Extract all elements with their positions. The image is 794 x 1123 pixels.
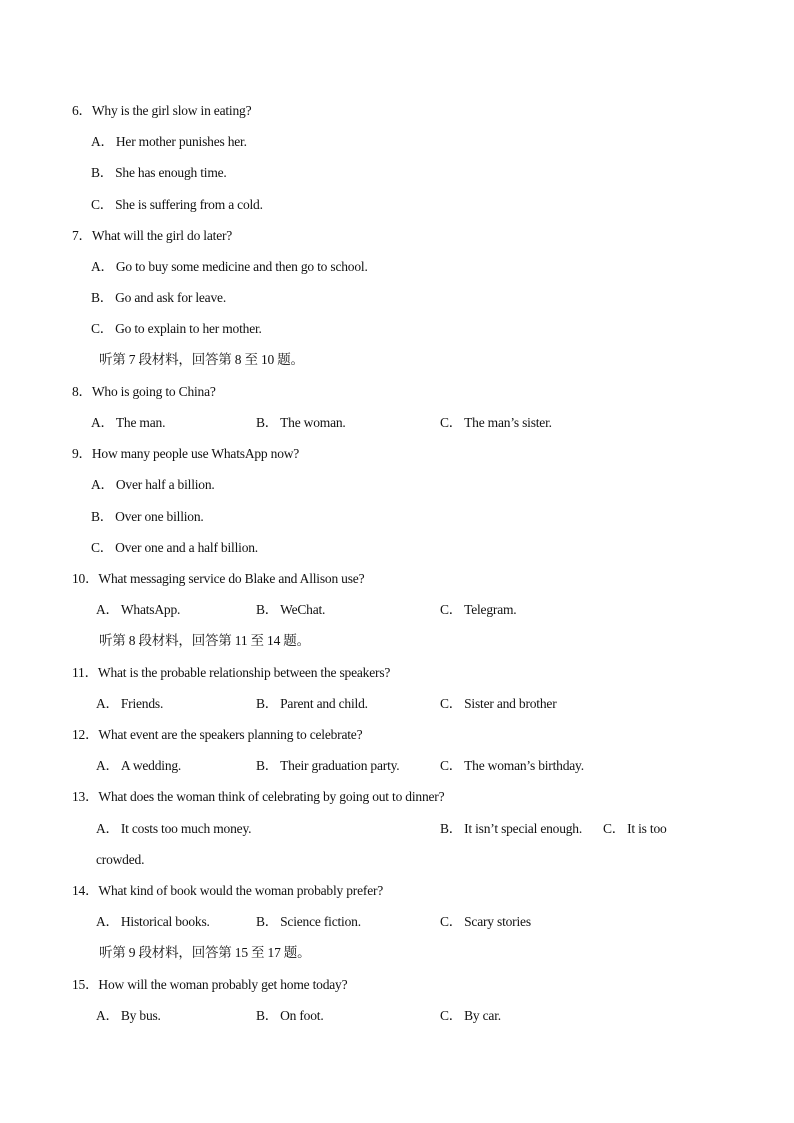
option-b: B． Science fiction. [256, 914, 361, 929]
option-a: A． By bus. [96, 1008, 161, 1023]
question-stem [72, 788, 444, 806]
option-b: B． It isn’t special enough. [440, 821, 583, 836]
question-text: What event are the speakers planning to celebrate? [98, 727, 363, 742]
option-a: A． Her mother punishes her. [91, 134, 247, 149]
option-c: C． Scary stories [440, 914, 531, 929]
option-continuation: crowded. [96, 852, 145, 867]
question-number: 9． [72, 446, 92, 461]
option-b: B． The woman. [256, 415, 346, 430]
option-c: C． She is suffering from a cold. [91, 197, 263, 212]
option-c: C． Telegram. [440, 602, 517, 617]
question-number: 13． [72, 789, 99, 804]
option-c: C． The man’s sister. [440, 415, 552, 430]
question-number: 11． [72, 665, 98, 680]
question-stem [72, 976, 347, 994]
option-b: B． Go and ask for leave. [91, 290, 226, 305]
option-c: C． Sister and brother [440, 696, 557, 711]
option-a: A． The man. [91, 415, 166, 430]
question-number: 8． [72, 384, 92, 399]
option-c: C． By car. [440, 1008, 501, 1023]
question-text: How will the woman probably get home today? [98, 977, 348, 992]
question-number: 14． [72, 883, 99, 898]
option-b: B． Over one billion. [91, 509, 204, 524]
option-b: B． On foot. [256, 1008, 324, 1023]
question-stem [72, 570, 364, 588]
question-stem [72, 227, 232, 245]
question-number: 15． [72, 977, 99, 992]
question-text: Who is going to China? [91, 384, 216, 399]
option-c: C． It is too [603, 821, 667, 836]
question-stem [72, 102, 251, 120]
question-number: 12． [72, 727, 99, 742]
question-stem [72, 445, 299, 463]
question-text: What messaging service do Blake and Allison use? [98, 571, 365, 586]
question-text: What will the girl do later? [91, 228, 233, 243]
question-text: What kind of book would the woman probably prefer? [98, 883, 384, 898]
question-text: How many people use WhatsApp now? [91, 446, 300, 461]
option-a: A． Go to buy some medicine and then go to school. [91, 259, 368, 274]
option-b: B． Their graduation party. [256, 758, 400, 773]
section-instruction: 听第 7 段材料，回答第 8 至 10 题。 [99, 352, 304, 367]
option-c: C． The woman’s birthday. [440, 758, 584, 773]
question-number: 7． [72, 228, 92, 243]
question-stem [72, 726, 362, 744]
question-stem [72, 882, 383, 900]
option-c: C． Over one and a half billion. [91, 540, 258, 555]
question-text: What does the woman think of celebrating by going out to dinner? [98, 789, 445, 804]
option-c: C． Go to explain to her mother. [91, 321, 262, 336]
option-a: A． It costs too much money. [96, 821, 252, 836]
option-b: B． She has enough time. [91, 165, 227, 180]
question-stem [72, 383, 216, 401]
option-b: B． WeChat. [256, 602, 326, 617]
question-text: What is the probable relationship between the speakers? [97, 665, 391, 680]
question-number: 10． [72, 571, 99, 586]
question-number: 6． [72, 103, 92, 118]
section-instruction: 听第 8 段材料，回答第 11 至 14 题。 [99, 633, 310, 648]
option-a: A． Friends. [96, 696, 164, 711]
question-text: Why is the girl slow in eating? [91, 103, 252, 118]
option-a: A． WhatsApp. [96, 602, 181, 617]
section-instruction: 听第 9 段材料，回答第 15 至 17 题。 [99, 945, 311, 960]
question-stem [72, 664, 390, 682]
option-a: A． Over half a billion. [91, 477, 215, 492]
option-b: B． Parent and child. [256, 696, 368, 711]
option-a: A． A wedding. [96, 758, 182, 773]
option-a: A． Historical books. [96, 914, 210, 929]
